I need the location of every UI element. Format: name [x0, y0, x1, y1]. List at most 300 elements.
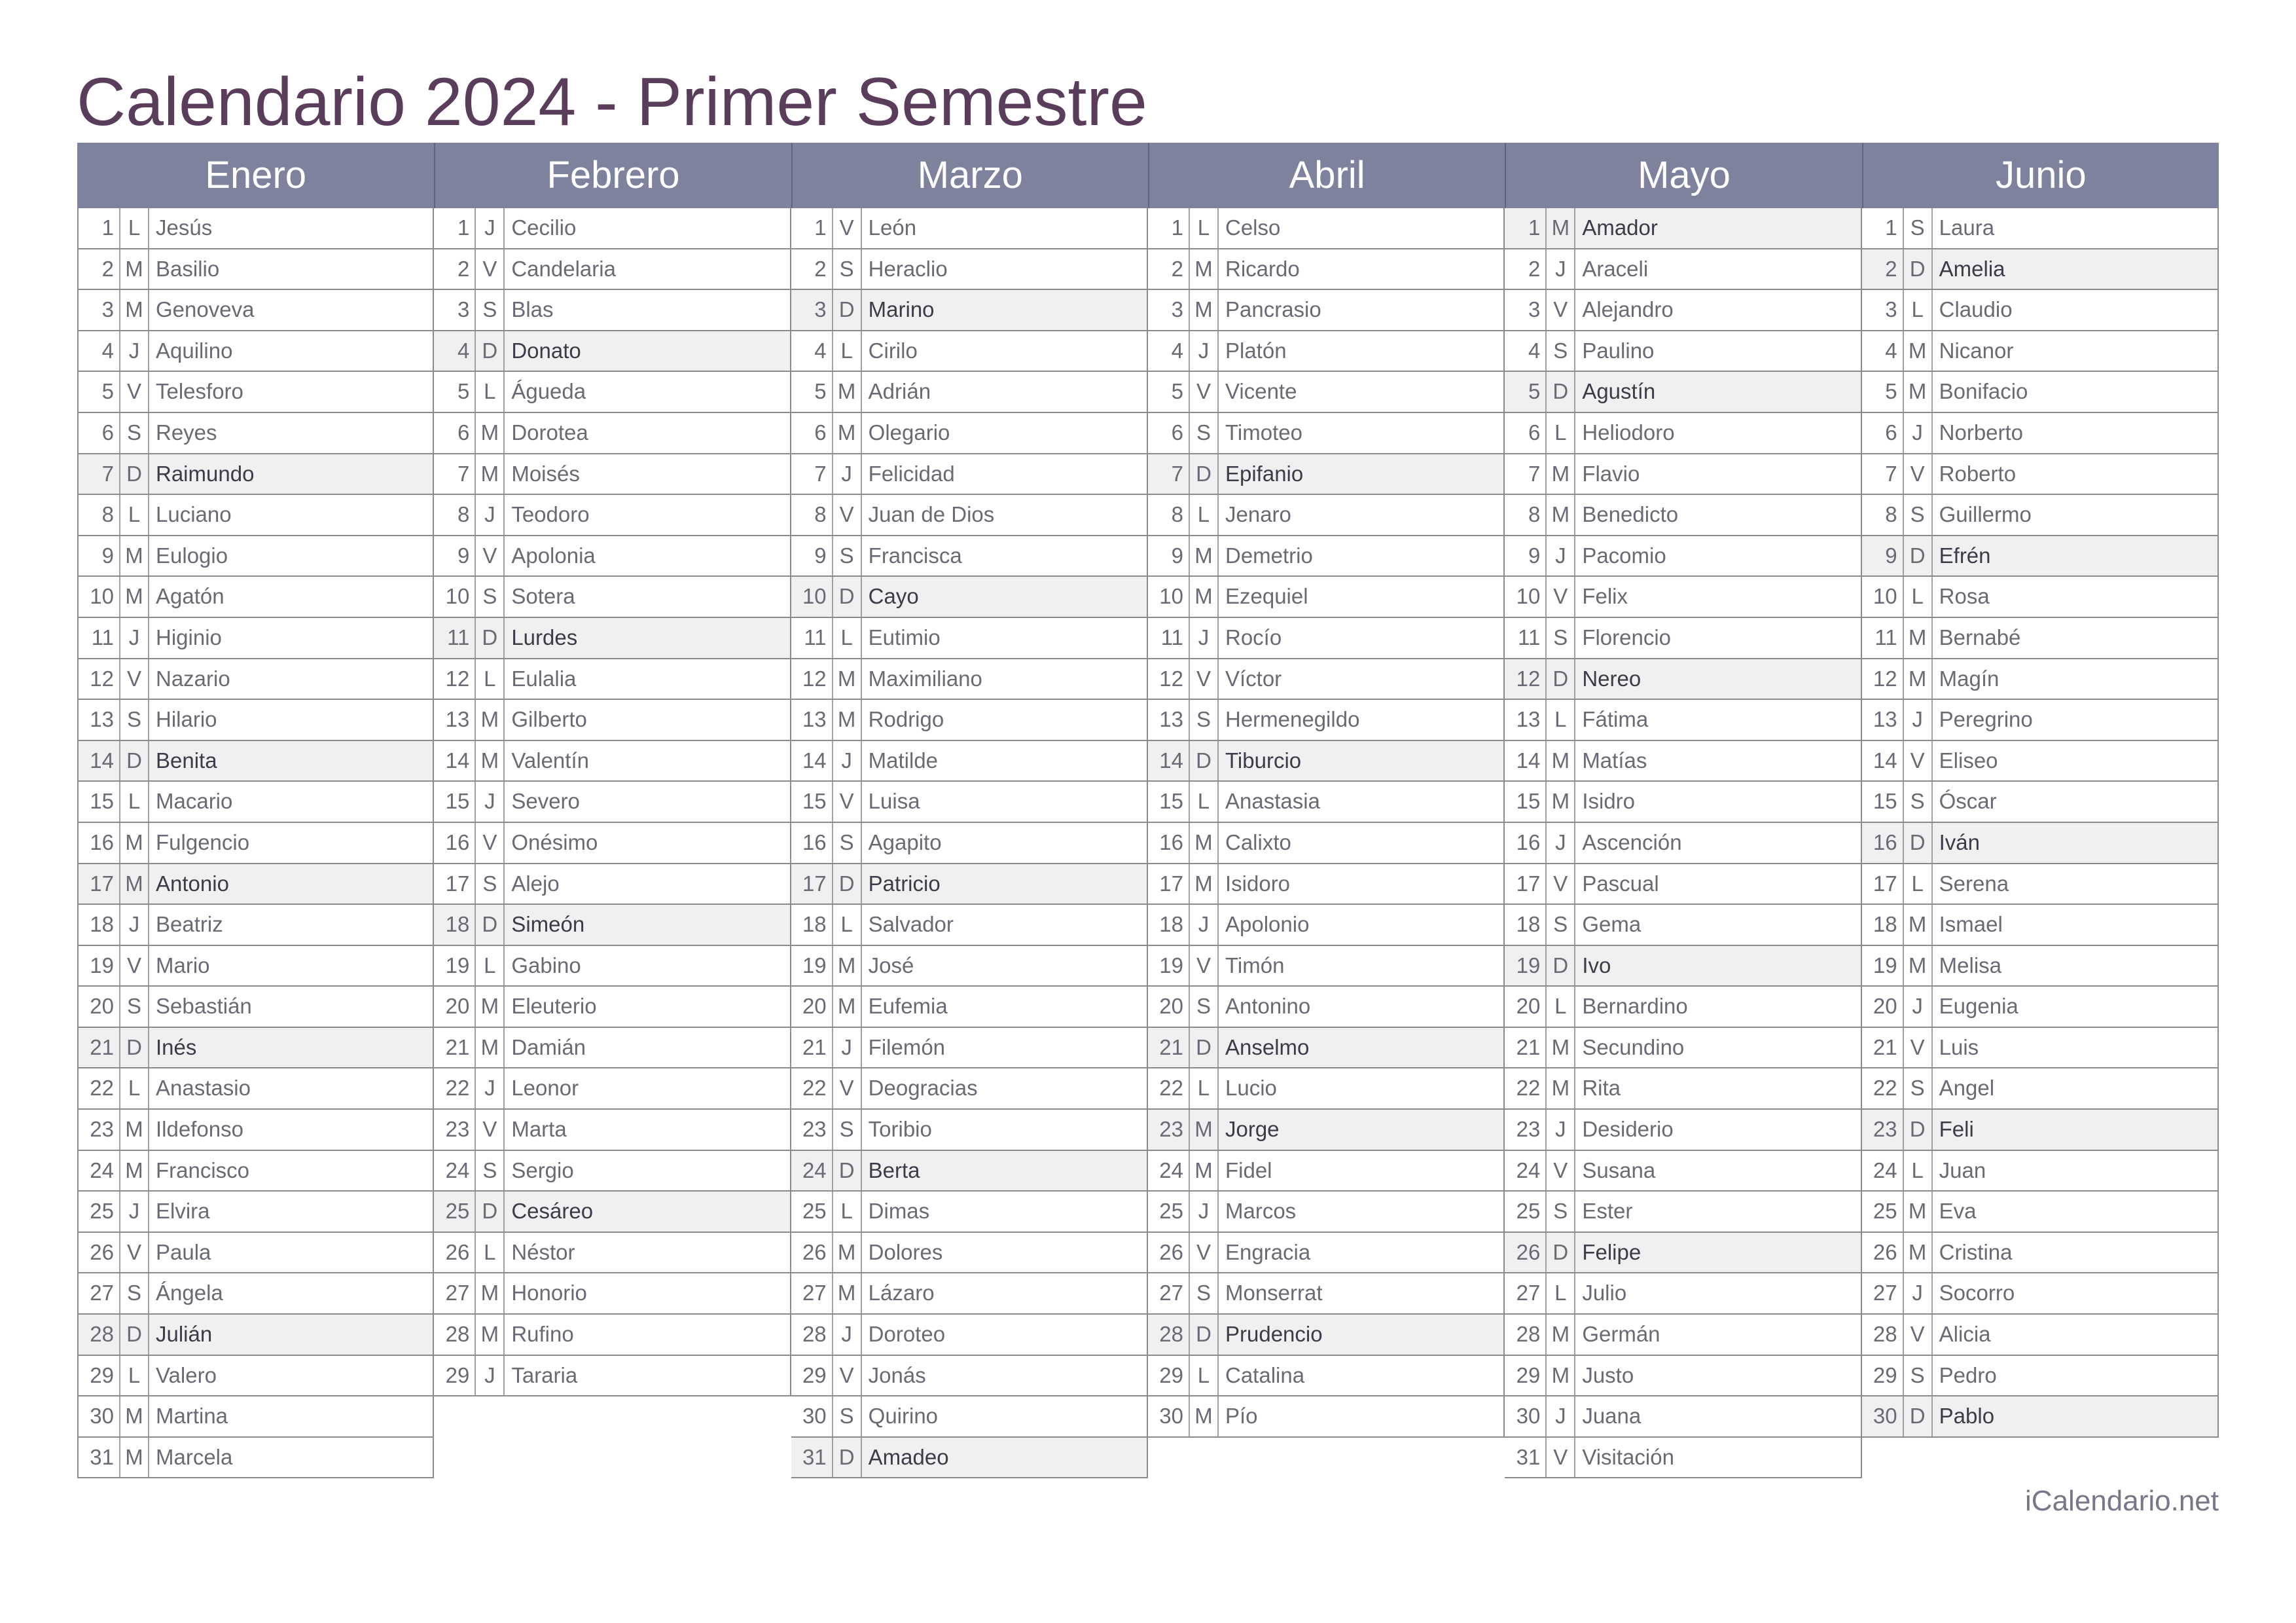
day-number: 29	[1148, 1356, 1190, 1396]
saint-name: Bonifacio	[1939, 379, 2028, 404]
weekday-letter: M	[1190, 290, 1219, 330]
saint-name: Rosa	[1939, 584, 1990, 609]
day-row	[434, 1192, 789, 1233]
day-row	[1862, 823, 2217, 864]
weekday-letter: S	[1547, 905, 1575, 945]
day-number: 25	[1148, 1192, 1190, 1231]
saint-name: Maximiliano	[868, 666, 982, 691]
saint-name: Salvador	[868, 912, 954, 937]
day-number: 16	[791, 823, 833, 863]
day-number: 23	[1505, 1110, 1547, 1150]
weekday-letter: D	[1547, 372, 1575, 412]
saint-name: Cristina	[1939, 1239, 2013, 1264]
weekday-letter: M	[1904, 905, 1933, 945]
saint-name: Platón	[1225, 338, 1287, 363]
day-number: 18	[79, 905, 120, 945]
saint-name: Ángela	[156, 1281, 223, 1305]
day-row	[1148, 864, 1503, 905]
day-row	[1862, 1028, 2217, 1069]
weekday-letter: M	[1190, 1396, 1219, 1436]
day-row	[434, 1315, 789, 1356]
saint-name: Apolonio	[1225, 912, 1310, 937]
day-number: 18	[1148, 905, 1190, 945]
day-number: 30	[1148, 1396, 1190, 1436]
saint-name: Eliseo	[1939, 748, 1998, 773]
day-number: 26	[434, 1233, 476, 1273]
saint-name: Heraclio	[868, 256, 948, 281]
day-row	[791, 290, 1147, 331]
day-row	[1505, 1068, 1860, 1110]
day-row	[791, 1356, 1147, 1397]
day-row	[1505, 1233, 1860, 1274]
day-row	[1862, 1192, 2217, 1233]
month-header: Enero	[77, 143, 434, 208]
day-row	[79, 946, 433, 987]
saint-name: Pedro	[1939, 1362, 1997, 1387]
saint-name: Florencio	[1582, 625, 1672, 649]
weekday-letter: L	[120, 782, 149, 822]
day-number: 22	[434, 1068, 476, 1108]
day-number: 10	[1505, 577, 1547, 617]
day-row	[1148, 1028, 1503, 1069]
day-row	[434, 1110, 789, 1151]
weekday-letter: L	[833, 331, 862, 371]
saint-name: Fátima	[1582, 707, 1649, 732]
day-row	[791, 1192, 1147, 1233]
month-header: Marzo	[791, 143, 1148, 208]
day-row	[1862, 1068, 2217, 1110]
day-row	[1148, 1273, 1503, 1315]
weekday-letter: L	[1904, 1151, 1933, 1191]
day-number: 31	[79, 1438, 120, 1478]
saint-name: Isidro	[1582, 789, 1636, 814]
weekday-letter: S	[476, 1151, 505, 1191]
weekday-letter: V	[1904, 454, 1933, 494]
weekday-letter: J	[1904, 413, 1933, 453]
day-number: 8	[79, 495, 120, 535]
saint-name: Melisa	[1939, 953, 2001, 977]
day-number: 9	[1148, 536, 1190, 576]
saint-name: Lucio	[1225, 1076, 1277, 1101]
day-row	[1505, 823, 1860, 864]
weekday-letter: J	[1547, 1396, 1575, 1436]
day-number: 3	[1862, 290, 1904, 330]
day-row	[79, 741, 433, 782]
saint-name: Rita	[1582, 1076, 1621, 1101]
day-number: 11	[791, 618, 833, 658]
day-row	[434, 618, 789, 659]
weekday-letter: S	[1904, 495, 1933, 535]
day-row	[434, 864, 789, 905]
day-number: 30	[1862, 1396, 1904, 1436]
saint-name: Matías	[1582, 748, 1647, 773]
day-row	[1862, 1110, 2217, 1151]
day-number: 12	[1505, 659, 1547, 699]
weekday-letter: M	[1904, 372, 1933, 412]
saint-name: Araceli	[1582, 256, 1649, 281]
weekday-letter: J	[476, 1068, 505, 1108]
day-number: 5	[791, 372, 833, 412]
day-row	[1505, 577, 1860, 618]
day-number: 7	[1148, 454, 1190, 494]
weekday-letter: M	[476, 454, 505, 494]
saint-name: Higinio	[156, 625, 222, 649]
weekday-letter: M	[1547, 495, 1575, 535]
day-row	[79, 208, 433, 249]
day-row	[79, 454, 433, 496]
saint-name: Elvira	[156, 1199, 210, 1224]
weekday-letter: D	[476, 1192, 505, 1231]
day-row	[1148, 1356, 1503, 1397]
saint-name: Engracia	[1225, 1239, 1311, 1264]
day-row	[79, 495, 433, 536]
day-row	[79, 331, 433, 373]
saint-name: Amadeo	[868, 1444, 949, 1469]
saint-name: Donato	[511, 338, 581, 363]
weekday-letter: L	[1904, 864, 1933, 904]
day-number: 21	[434, 1028, 476, 1068]
day-number: 26	[1862, 1233, 1904, 1273]
day-row	[1862, 577, 2217, 618]
saint-name: Laura	[1939, 215, 1995, 240]
saint-name: Damián	[511, 1034, 586, 1059]
saint-name: Adrián	[868, 379, 931, 404]
weekday-letter: M	[1547, 1028, 1575, 1068]
day-row	[1862, 864, 2217, 905]
day-row	[434, 823, 789, 864]
saint-name: Simeón	[511, 912, 585, 937]
day-row	[1148, 372, 1503, 413]
day-row	[1505, 987, 1860, 1028]
saint-name: Marcela	[156, 1444, 233, 1469]
weekday-letter: S	[120, 1273, 149, 1313]
saint-name: Prudencio	[1225, 1322, 1323, 1347]
day-row	[1505, 1273, 1860, 1315]
day-row	[79, 290, 433, 331]
weekday-letter: M	[120, 1110, 149, 1150]
saint-name: Nicanor	[1939, 338, 2014, 363]
weekday-letter: J	[1904, 1273, 1933, 1313]
day-row	[434, 782, 789, 823]
day-number: 15	[434, 782, 476, 822]
saint-name: Angel	[1939, 1076, 1995, 1101]
saint-name: Dimas	[868, 1199, 930, 1224]
saint-name: Guillermo	[1939, 502, 2032, 527]
saint-name: Lurdes	[511, 625, 578, 649]
day-number: 11	[79, 618, 120, 658]
weekday-letter: S	[1904, 1356, 1933, 1396]
day-row	[791, 1273, 1147, 1315]
month-column	[77, 143, 434, 1478]
weekday-letter: D	[476, 618, 505, 658]
day-row	[1148, 1110, 1503, 1151]
saint-name: Rodrigo	[868, 707, 944, 732]
day-row	[791, 1233, 1147, 1274]
day-number: 24	[1148, 1151, 1190, 1191]
saint-name: Fidel	[1225, 1158, 1272, 1182]
day-number: 17	[1505, 864, 1547, 904]
day-row	[434, 413, 789, 454]
day-row	[1505, 290, 1860, 331]
saint-name: Gilberto	[511, 707, 587, 732]
saint-name: Basilio	[156, 256, 220, 281]
day-list	[1862, 208, 2219, 1438]
saint-name: Eulalia	[511, 666, 577, 691]
saint-name: Marta	[511, 1117, 567, 1142]
weekday-letter: J	[1904, 987, 1933, 1027]
weekday-letter: M	[120, 536, 149, 576]
saint-name: Beatriz	[156, 912, 223, 937]
day-number: 28	[79, 1315, 120, 1355]
weekday-letter: J	[120, 618, 149, 658]
day-number: 12	[1862, 659, 1904, 699]
weekday-letter: M	[1547, 1315, 1575, 1355]
day-number: 21	[791, 1028, 833, 1068]
weekday-letter: D	[1547, 946, 1575, 986]
day-row	[79, 1396, 433, 1438]
day-number: 25	[1862, 1192, 1904, 1231]
day-number: 28	[1505, 1315, 1547, 1355]
saint-name: Doroteo	[868, 1322, 946, 1347]
day-row	[791, 618, 1147, 659]
day-number: 16	[1505, 823, 1547, 863]
saint-name: Luciano	[156, 502, 232, 527]
weekday-letter: J	[833, 1028, 862, 1068]
day-number: 8	[1862, 495, 1904, 535]
saint-name: Leonor	[511, 1076, 579, 1101]
weekday-letter: V	[476, 1110, 505, 1150]
day-number: 24	[434, 1151, 476, 1191]
day-number: 20	[1862, 987, 1904, 1027]
saint-name: Eleuterio	[511, 994, 597, 1019]
saint-name: Alejo	[511, 871, 560, 896]
day-number: 17	[434, 864, 476, 904]
day-number: 2	[1505, 249, 1547, 289]
day-number: 15	[1862, 782, 1904, 822]
weekday-letter: D	[1190, 741, 1219, 781]
day-number: 3	[1148, 290, 1190, 330]
weekday-letter: D	[1904, 536, 1933, 576]
month-column	[434, 143, 791, 1396]
day-number: 28	[434, 1315, 476, 1355]
saint-name: Pablo	[1939, 1404, 1995, 1429]
day-row	[79, 1110, 433, 1151]
day-number: 23	[1862, 1110, 1904, 1150]
day-row	[434, 372, 789, 413]
weekday-letter: S	[476, 290, 505, 330]
saint-name: Macario	[156, 789, 233, 814]
weekday-letter: M	[1190, 1151, 1219, 1191]
weekday-letter: V	[1904, 1315, 1933, 1355]
day-number: 2	[79, 249, 120, 289]
day-number: 1	[1862, 208, 1904, 248]
day-row	[791, 700, 1147, 741]
day-number: 19	[791, 946, 833, 986]
saint-name: Paulino	[1582, 338, 1655, 363]
weekday-letter: S	[1904, 1068, 1933, 1108]
day-number: 6	[1148, 413, 1190, 453]
day-number: 6	[791, 413, 833, 453]
weekday-letter: L	[476, 1233, 505, 1273]
day-number: 30	[791, 1396, 833, 1436]
weekday-letter: M	[476, 741, 505, 781]
day-row	[1148, 618, 1503, 659]
saint-name: Juan de Dios	[868, 502, 995, 527]
saint-name: Matilde	[868, 748, 939, 773]
day-number: 9	[791, 536, 833, 576]
day-number: 10	[791, 577, 833, 617]
day-number: 20	[1505, 987, 1547, 1027]
saint-name: Juana	[1582, 1404, 1641, 1429]
weekday-letter: J	[1190, 905, 1219, 945]
day-number: 25	[1505, 1192, 1547, 1231]
day-row	[791, 1068, 1147, 1110]
saint-name: Demetrio	[1225, 543, 1313, 568]
day-row	[1862, 1233, 2217, 1274]
day-number: 13	[79, 700, 120, 740]
day-number: 14	[1505, 741, 1547, 781]
day-row	[1862, 208, 2217, 249]
day-number: 27	[79, 1273, 120, 1313]
day-number: 15	[1505, 782, 1547, 822]
saint-name: Feli	[1939, 1117, 1974, 1142]
weekday-letter: D	[120, 454, 149, 494]
weekday-letter: V	[833, 495, 862, 535]
saint-name: Timón	[1225, 953, 1285, 977]
day-row	[1505, 1192, 1860, 1233]
day-number: 24	[791, 1151, 833, 1191]
weekday-letter: M	[120, 864, 149, 904]
day-row	[1505, 782, 1860, 823]
weekday-letter: M	[1547, 454, 1575, 494]
weekday-letter: M	[1190, 536, 1219, 576]
day-number: 9	[434, 536, 476, 576]
saint-name: Pascual	[1582, 871, 1659, 896]
weekday-letter: D	[1190, 1315, 1219, 1355]
weekday-letter: J	[1190, 618, 1219, 658]
day-row	[791, 208, 1147, 249]
saint-name: Julián	[156, 1322, 213, 1347]
day-number: 26	[791, 1233, 833, 1273]
saint-name: Blas	[511, 297, 554, 322]
day-number: 12	[434, 659, 476, 699]
weekday-letter: D	[833, 1438, 862, 1478]
day-number: 14	[1862, 741, 1904, 781]
day-number: 9	[79, 536, 120, 576]
saint-name: Agustín	[1582, 379, 1656, 404]
saint-name: Martina	[156, 1404, 228, 1429]
weekday-letter: M	[833, 987, 862, 1027]
day-row	[1862, 1273, 2217, 1315]
saint-name: Teodoro	[511, 502, 590, 527]
months-grid	[77, 143, 2219, 1478]
saint-name: Tararia	[511, 1362, 578, 1387]
saint-name: Honorio	[511, 1281, 587, 1305]
day-row	[1505, 372, 1860, 413]
weekday-letter: L	[1904, 290, 1933, 330]
weekday-letter: M	[1190, 864, 1219, 904]
day-row	[791, 823, 1147, 864]
day-row	[434, 1028, 789, 1069]
weekday-letter: L	[120, 1356, 149, 1396]
weekday-letter: J	[833, 741, 862, 781]
saint-name: Desiderio	[1582, 1117, 1674, 1142]
day-number: 27	[1148, 1273, 1190, 1313]
weekday-letter: L	[1190, 782, 1219, 822]
saint-name: Valero	[156, 1362, 217, 1387]
day-row	[791, 331, 1147, 373]
saint-name: Epifanio	[1225, 461, 1304, 486]
day-row	[1505, 495, 1860, 536]
saint-name: Eufemia	[868, 994, 948, 1019]
weekday-letter: S	[1190, 413, 1219, 453]
day-number: 9	[1862, 536, 1904, 576]
day-number: 2	[791, 249, 833, 289]
month-header: Abril	[1148, 143, 1505, 208]
saint-name: Nazario	[156, 666, 230, 691]
weekday-letter: S	[1547, 1192, 1575, 1231]
day-row	[1148, 823, 1503, 864]
saint-name: Onésimo	[511, 830, 598, 854]
day-row	[791, 946, 1147, 987]
weekday-letter: V	[120, 372, 149, 412]
weekday-letter: M	[1904, 659, 1933, 699]
day-row	[79, 1192, 433, 1233]
weekday-letter: M	[1904, 618, 1933, 658]
day-number: 27	[1505, 1273, 1547, 1313]
day-row	[79, 1356, 433, 1397]
day-row	[1148, 331, 1503, 373]
saint-name: Roberto	[1939, 461, 2017, 486]
saint-name: Susana	[1582, 1158, 1656, 1182]
saint-name: Anselmo	[1225, 1034, 1310, 1059]
weekday-letter: L	[476, 659, 505, 699]
weekday-letter: J	[476, 208, 505, 248]
day-number: 18	[1862, 905, 1904, 945]
weekday-letter: S	[1547, 618, 1575, 658]
saint-name: Amelia	[1939, 256, 2005, 281]
weekday-letter: V	[1190, 372, 1219, 412]
day-number: 6	[1862, 413, 1904, 453]
day-row	[1148, 1396, 1503, 1438]
day-number: 12	[1148, 659, 1190, 699]
saint-name: Luisa	[868, 789, 920, 814]
month-header: Febrero	[434, 143, 791, 208]
weekday-letter: V	[1547, 577, 1575, 617]
day-number: 6	[434, 413, 476, 453]
day-number: 18	[434, 905, 476, 945]
weekday-letter: V	[120, 659, 149, 699]
weekday-letter: S	[1904, 208, 1933, 248]
day-row	[1505, 331, 1860, 373]
day-list	[791, 208, 1148, 1478]
day-row	[1148, 249, 1503, 291]
day-list	[434, 208, 791, 1396]
weekday-letter: S	[1904, 782, 1933, 822]
day-row	[791, 1438, 1147, 1479]
day-row	[791, 987, 1147, 1028]
weekday-letter: M	[476, 1028, 505, 1068]
saint-name: Ester	[1582, 1199, 1633, 1224]
site-credit: iCalendario.net	[2025, 1485, 2219, 1517]
day-number: 11	[1148, 618, 1190, 658]
day-row	[791, 413, 1147, 454]
day-number: 13	[1148, 700, 1190, 740]
day-number: 22	[791, 1068, 833, 1108]
day-row	[1862, 536, 2217, 577]
saint-name: Gema	[1582, 912, 1641, 937]
day-number: 6	[79, 413, 120, 453]
